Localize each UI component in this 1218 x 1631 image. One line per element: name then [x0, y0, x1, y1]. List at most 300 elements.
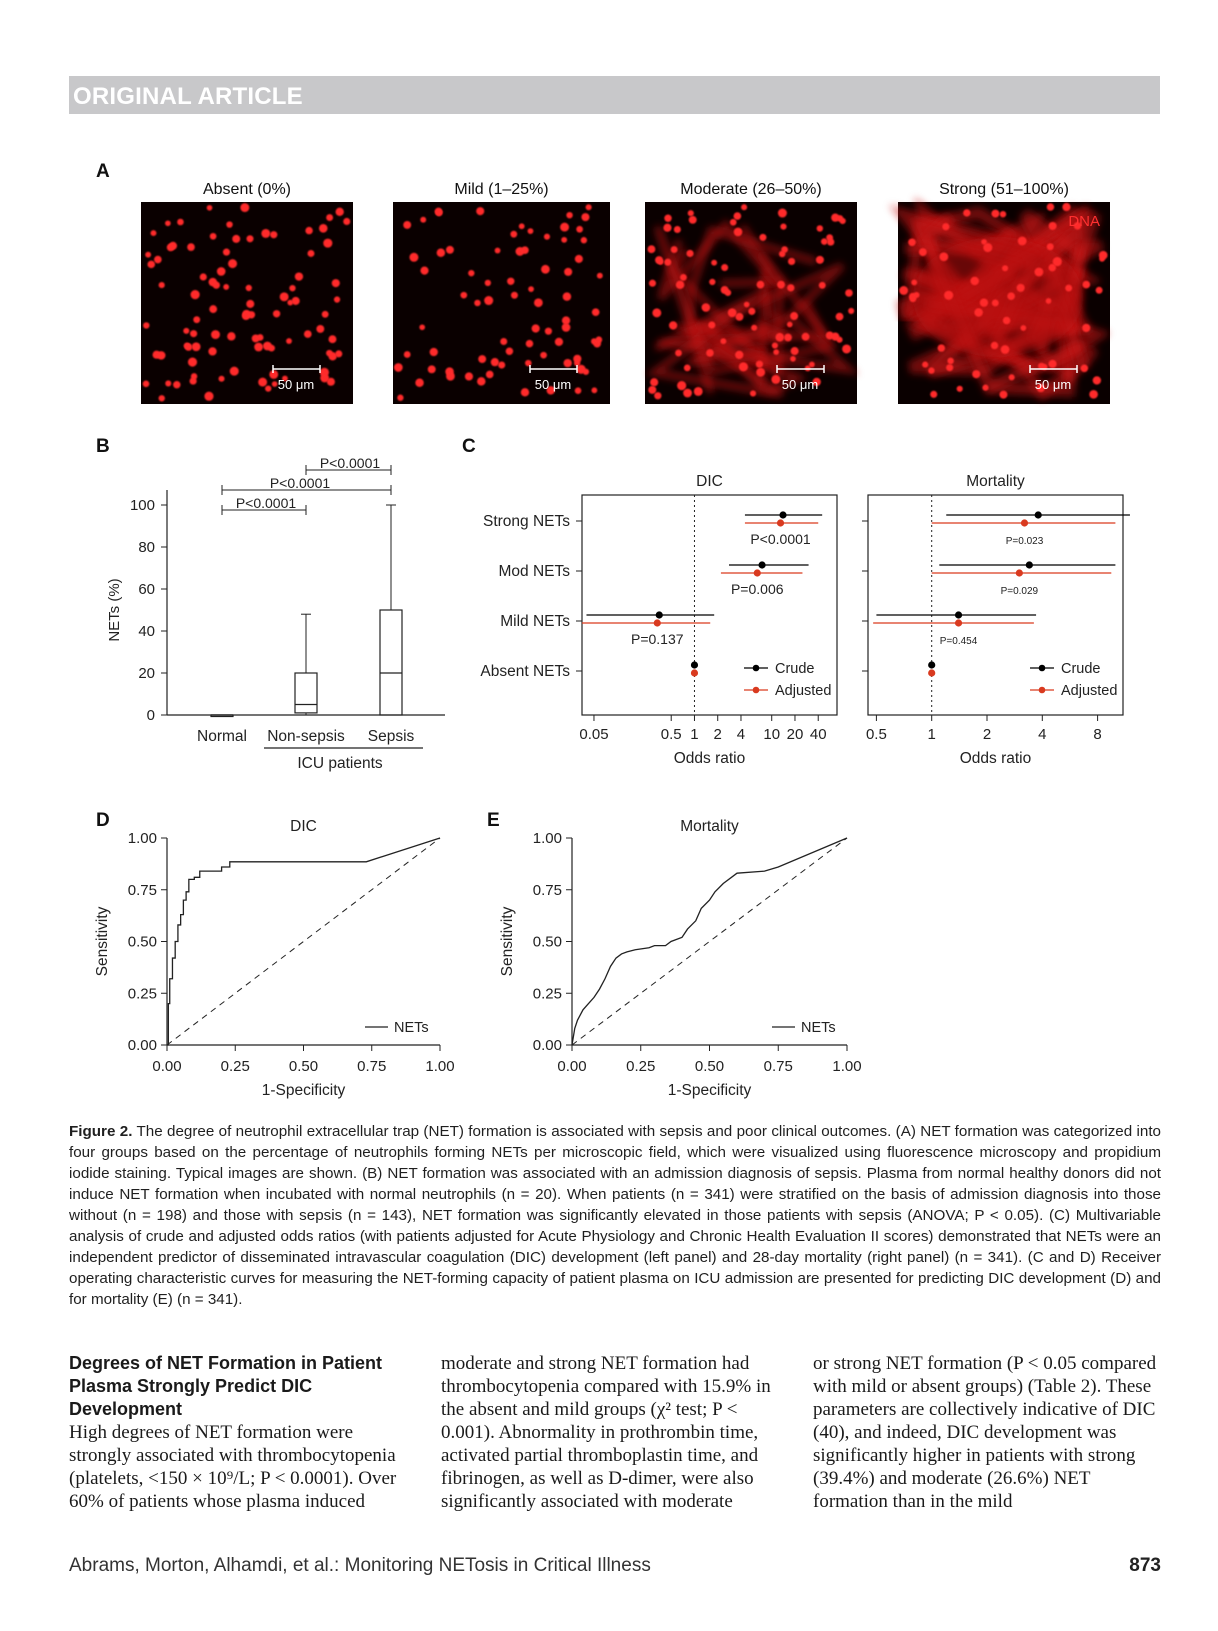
nucleus	[295, 272, 303, 280]
roc-curve-dic	[94, 818, 455, 1099]
row-pvalue: P=0.137	[630, 631, 684, 647]
nucleus	[328, 352, 336, 360]
nucleus	[409, 253, 418, 262]
nucleus	[223, 284, 229, 290]
nucleus	[397, 395, 403, 401]
nucleus	[1047, 243, 1054, 250]
legend-label: Adjusted	[775, 683, 832, 699]
x-axis-label: 1-Specificity	[667, 1082, 752, 1099]
caption-text: The degree of neutrophil extracellular trap (NET) formation is associated with sepsis and poor clinical outcomes. (A) NET formation was categorized into four groups based on the percentage of neutrophils forming NETs per microscopic field, which were visualized using fluorescence microscopy and propidium iodide staining. Typical images are shown. (B) NET formation was associated with an admission diagnosis of sepsis. Plasma from normal healthy donors did not induce NET formation when incubated with normal neutrophils (n = 20). When patients (n = 341) were stratified on the basis of admission diagnosis into those without (n = 198) and those with sepsis (n = 143), NET formation was significantly elevated in those patients with sepsis (ANOVA; P < 0.05). (C) Multivariable analysis of crude and adjusted odds ratios (with patients adjusted for Acute Physiology and Chronic Health Evaluation II scores) demonstrated that NETs were an independent predictor of disseminated intravascular coagulation (DIC) development (left panel) and 28-day mortality (right panel) (n = 341). (C and D) Receiver operating characteristic curves for measuring the NET-forming capacity of patient plasma on ICU admission are presented for predicting DIC development (D) and for mortality (E) (n = 341).	[69, 1123, 1162, 1308]
x-tick-label: 0.25	[626, 1058, 656, 1075]
plot-title: DIC	[696, 473, 723, 490]
nucleus	[563, 292, 571, 300]
nucleus	[500, 338, 507, 345]
odds-ratio-point	[955, 611, 962, 618]
legend-label: Adjusted	[1061, 683, 1118, 699]
nucleus	[187, 243, 195, 251]
y-tick-label: 0.75	[127, 881, 157, 899]
x-tick-label: 0.5	[865, 726, 887, 743]
odds-ratio-point	[654, 619, 661, 626]
box	[380, 610, 402, 715]
nucleus	[544, 234, 550, 240]
y-tick-label: 1.00	[532, 830, 562, 847]
nucleus	[683, 389, 692, 398]
nucleus	[576, 226, 583, 233]
forest-plot-mortality	[862, 473, 1130, 767]
nucleus	[938, 344, 945, 351]
nucleus	[676, 281, 684, 289]
nucleus	[739, 362, 748, 371]
nucleus	[778, 209, 787, 218]
nucleus	[575, 387, 582, 394]
article-type-label: ORIGINAL ARTICLE	[73, 83, 303, 110]
odds-ratio-point	[955, 619, 962, 626]
body-column-3	[813, 1352, 1161, 1513]
body-column-1	[69, 1352, 417, 1513]
nucleus	[1082, 281, 1090, 289]
nucleus	[465, 372, 473, 380]
nucleus	[736, 313, 744, 321]
nucleus	[145, 252, 151, 258]
x-tick-label: 2	[982, 726, 992, 743]
nucleus	[159, 282, 165, 288]
legend-label: NETs	[394, 1020, 429, 1036]
nucleus	[702, 303, 711, 312]
nucleus	[596, 336, 603, 343]
nucleus	[899, 286, 908, 295]
nucleus	[677, 381, 686, 390]
legend-marker	[753, 687, 760, 694]
y-tick-label: 0.50	[127, 933, 157, 951]
nucleus	[435, 208, 443, 216]
nucleus	[230, 367, 239, 376]
nucleus	[974, 308, 982, 316]
nucleus	[791, 347, 799, 355]
nucleus	[257, 334, 264, 341]
nucleus	[270, 231, 277, 238]
page-number: 873	[1129, 1555, 1161, 1576]
nucleus	[528, 228, 534, 234]
nucleus	[1018, 237, 1027, 246]
nucleus	[157, 351, 166, 360]
nucleus	[788, 258, 795, 265]
nucleus	[848, 308, 854, 314]
nucleus	[242, 312, 250, 320]
nucleus	[334, 296, 340, 302]
nucleus	[669, 321, 677, 329]
x-tick-label: 0.75	[763, 1058, 793, 1075]
nucleus	[468, 270, 474, 276]
nucleus	[154, 256, 162, 264]
nucleus	[232, 235, 240, 243]
odds-ratio-point	[928, 669, 935, 676]
panel-b-letter: B	[96, 436, 110, 457]
nucleus	[165, 380, 171, 386]
panel-d-letter: D	[96, 810, 110, 831]
x-tick-label: 8	[1093, 726, 1102, 743]
nucleus	[744, 302, 750, 308]
nucleus	[1082, 324, 1090, 332]
nucleus	[521, 388, 529, 396]
x-tick-label: 1.00	[425, 1058, 455, 1075]
nucleus	[991, 342, 998, 349]
x-tick-label: 0.00	[152, 1058, 182, 1075]
x-tick-label: 1	[927, 726, 936, 743]
nucleus	[982, 385, 988, 391]
nucleus	[728, 308, 737, 317]
nucleus	[750, 390, 756, 396]
nucleus	[213, 281, 220, 288]
nucleus	[581, 237, 587, 243]
nucleus	[1099, 251, 1108, 260]
nucleus	[946, 364, 953, 371]
plot-title: Mortality	[680, 818, 739, 835]
nucleus	[663, 224, 671, 232]
legend-label: Crude	[1061, 661, 1101, 677]
legend-marker	[1039, 665, 1046, 672]
nucleus	[779, 251, 785, 257]
nucleus	[254, 343, 263, 352]
nucleus	[827, 238, 834, 245]
nucleus	[323, 239, 332, 248]
y-tick-label: 100	[129, 497, 155, 514]
nucleus	[648, 245, 656, 253]
nucleus	[519, 223, 525, 229]
nucleus	[159, 395, 165, 401]
odds-ratio-point	[691, 661, 698, 668]
x-axis-label: Odds ratio	[673, 750, 746, 767]
nucleus	[446, 372, 455, 381]
nucleus	[320, 368, 329, 377]
nucleus	[836, 337, 842, 343]
legend-marker	[1039, 687, 1046, 694]
micrograph-label: Strong (51–100%)	[939, 181, 1069, 198]
net-mass	[913, 237, 1083, 357]
nucleus	[842, 344, 851, 353]
nucleus	[541, 265, 550, 274]
x-tick-label: 4	[1038, 726, 1047, 743]
nucleus	[143, 322, 149, 328]
legend-marker	[753, 665, 760, 672]
nucleus	[204, 392, 213, 401]
nucleus	[446, 246, 454, 254]
nucleus	[730, 219, 737, 226]
nucleus	[486, 371, 494, 379]
nucleus	[528, 286, 534, 292]
x-tick-label: 1	[690, 726, 699, 743]
nucleus	[507, 278, 514, 285]
micrograph-background	[393, 202, 610, 404]
nucleus	[721, 264, 728, 271]
x-tick-label: 0.50	[694, 1058, 725, 1075]
nucleus	[1047, 203, 1054, 210]
category-label: Non-sepsis	[267, 728, 345, 745]
nucleus	[207, 205, 213, 211]
nucleus	[1081, 364, 1089, 372]
box	[295, 673, 317, 713]
nucleus	[273, 310, 280, 317]
nucleus	[688, 210, 694, 216]
nucleus	[228, 259, 237, 268]
nucleus	[219, 376, 225, 382]
nucleus	[725, 289, 732, 296]
category-label: Sepsis	[367, 728, 415, 745]
roc-curve	[572, 838, 847, 1045]
nucleus	[287, 300, 293, 306]
row-pvalue: P<0.0001	[750, 531, 811, 547]
nucleus	[534, 298, 543, 307]
y-tick-label: 60	[138, 581, 155, 598]
nucleus	[790, 356, 796, 362]
x-tick-label: 40	[809, 726, 827, 743]
nucleus	[419, 324, 425, 330]
running-footer: Abrams, Morton, Alhamdi, et al.: Monitoring NETosis in Critical Illness	[69, 1555, 651, 1576]
nucleus	[597, 273, 603, 279]
nucleus	[591, 387, 597, 393]
odds-ratio-point	[777, 519, 784, 526]
nucleus	[1062, 203, 1070, 211]
nucleus	[819, 282, 826, 289]
nucleus	[930, 391, 937, 398]
nucleus	[246, 235, 253, 242]
nucleus	[403, 221, 411, 229]
nucleus	[562, 323, 571, 332]
nucleus	[992, 300, 999, 307]
nucleus	[240, 203, 249, 212]
odds-ratio-point	[691, 669, 698, 676]
nucleus	[1096, 287, 1103, 294]
stain-label: DNA	[1068, 213, 1100, 230]
odds-ratio-point	[1021, 519, 1028, 526]
nucleus	[322, 311, 329, 318]
nucleus	[511, 292, 518, 299]
figure-caption	[69, 1121, 1161, 1310]
nucleus	[540, 352, 547, 359]
nucleus	[286, 338, 292, 344]
nucleus	[223, 249, 230, 256]
nucleus	[1002, 265, 1008, 271]
y-tick-label: 1.00	[127, 830, 157, 847]
nucleus	[836, 313, 844, 321]
nucleus	[343, 218, 350, 225]
nucleus	[817, 225, 823, 231]
nucleus	[909, 293, 916, 300]
nucleus	[415, 379, 423, 387]
y-tick-label: 0.50	[532, 933, 562, 951]
nucleus	[947, 358, 954, 365]
row-label: Absent NETs	[480, 663, 570, 680]
nucleus	[720, 338, 726, 344]
y-tick-label: 20	[138, 665, 155, 682]
nucleus	[790, 312, 798, 320]
nucleus	[991, 210, 999, 218]
nucleus	[272, 381, 278, 387]
nucleus	[708, 321, 715, 328]
odds-ratio-point	[1026, 561, 1033, 568]
nucleus	[1009, 374, 1015, 380]
x-tick-label: 2	[713, 726, 722, 743]
x-tick-label: 4	[736, 726, 746, 743]
nucleus	[564, 359, 572, 367]
chance-line	[167, 838, 440, 1045]
body-paragraph-2: moderate and strong NET formation had thrombocytopenia compared with 15.9% in the absent and mild groups (χ² test; P < 0.001). Abnormality in prothrombin time, activated partial thromboplastin time, and fibrinogen, as well as D-dimer, were also significantly associated with moderate	[441, 1353, 771, 1512]
category-label: Normal	[197, 728, 247, 745]
nucleus	[211, 330, 220, 339]
nucleus	[1049, 222, 1057, 230]
nucleus	[1021, 325, 1027, 331]
nucleus	[188, 358, 197, 367]
nucleus	[326, 214, 333, 221]
nucleus	[675, 350, 682, 357]
nucleus	[655, 256, 663, 264]
nucleus	[305, 227, 312, 234]
nucleus	[564, 268, 572, 276]
nucleus	[674, 226, 681, 233]
odds-ratio-point	[779, 511, 786, 518]
nucleus	[477, 377, 485, 385]
roc-curve-mortality	[499, 818, 862, 1099]
nucleus	[183, 328, 189, 334]
nucleus	[167, 243, 175, 251]
nucleus	[209, 305, 217, 313]
x-tick-label: 0.00	[557, 1058, 587, 1075]
body-column-2	[441, 1352, 789, 1513]
nucleus	[192, 342, 201, 351]
odds-ratio-point	[754, 569, 761, 576]
panel-e-letter: E	[487, 810, 500, 831]
scale-bar-label: 50 μm	[277, 377, 315, 392]
odds-ratio-point	[928, 661, 935, 668]
row-pvalue: P=0.006	[730, 581, 784, 597]
row-pvalue: P=0.023	[1005, 536, 1044, 547]
nucleus	[190, 330, 197, 337]
nucleus	[265, 385, 271, 391]
nucleus	[980, 299, 988, 307]
nucleus	[280, 292, 289, 301]
nucleus	[970, 277, 978, 285]
nucleus	[430, 348, 438, 356]
nucleus	[735, 351, 743, 359]
nucleus	[780, 223, 786, 229]
y-tick-label: 0.25	[532, 985, 562, 1003]
legend-label: Crude	[775, 661, 815, 677]
nucleus	[191, 373, 197, 379]
nucleus	[498, 361, 505, 368]
nucleus	[258, 378, 267, 387]
plot-frame	[868, 495, 1123, 715]
nucleus	[200, 273, 207, 280]
section-heading: Degrees of NET Formation in Patient Plasma Strongly Predict DIC Development	[69, 1353, 383, 1419]
nucleus	[394, 363, 403, 372]
nucleus	[316, 325, 324, 333]
nucleus	[942, 223, 949, 230]
nucleus	[566, 212, 572, 218]
nucleus	[177, 219, 184, 226]
comparison-pvalue: P<0.0001	[319, 455, 381, 471]
nucleus	[741, 204, 747, 210]
nucleus	[545, 328, 552, 335]
micrograph-panels	[141, 181, 1110, 404]
nucleus	[1093, 376, 1101, 384]
nucleus	[227, 332, 235, 340]
boxplot-nets-by-group	[106, 455, 445, 772]
nucleus	[972, 370, 980, 378]
nucleus	[485, 280, 491, 286]
micrograph-label: Moderate (26–50%)	[680, 181, 822, 198]
nucleus	[711, 260, 717, 266]
forest-plot-dic	[480, 473, 837, 767]
nucleus	[684, 364, 691, 371]
x-tick-label: 0.25	[220, 1058, 250, 1075]
nucleus	[922, 362, 928, 368]
body-paragraph-3: or strong NET formation (P < 0.05 compared with mild or absent groups) (Table 2). These parameters are collectively indicative of DIC (40), and indeed, DIC development was significantly higher in patients with strong (39.4%) and moderate (26.6%) NET formation than in the mild	[813, 1353, 1157, 1512]
nucleus	[757, 281, 765, 289]
row-label: Mod NETs	[498, 563, 570, 580]
nucleus	[784, 334, 792, 342]
nucleus	[561, 237, 567, 243]
nucleus	[748, 308, 755, 315]
nucleus	[802, 333, 810, 341]
nucleus	[184, 342, 191, 349]
nucleus	[1007, 292, 1015, 300]
nucleus	[756, 361, 763, 368]
odds-ratio-point	[1016, 569, 1023, 576]
panel-c-letter: C	[462, 436, 476, 457]
nucleus	[210, 233, 217, 240]
nucleus	[460, 292, 467, 299]
nucleus	[845, 289, 853, 297]
nucleus	[787, 322, 793, 328]
nucleus	[1001, 345, 1010, 354]
x-tick-label: 1.00	[832, 1058, 862, 1075]
nucleus	[147, 261, 155, 269]
nucleus	[689, 216, 697, 224]
plot-frame	[582, 495, 837, 715]
nucleus	[329, 335, 337, 343]
row-label: Strong NETs	[482, 513, 570, 530]
nucleus	[532, 324, 540, 332]
nucleus	[734, 212, 742, 220]
nucleus	[586, 204, 592, 210]
x-tick-label: 10	[763, 726, 781, 743]
row-pvalue: P=0.029	[1000, 586, 1039, 597]
plot-title: DIC	[290, 818, 317, 835]
nucleus	[1049, 360, 1057, 368]
row-pvalue: P=0.454	[939, 636, 978, 647]
comparison-pvalue: P<0.0001	[235, 495, 297, 511]
nucleus	[928, 367, 934, 373]
nucleus	[263, 342, 272, 351]
nucleus	[706, 349, 714, 357]
nucleus	[521, 246, 529, 254]
nucleus	[1003, 317, 1011, 325]
scale-bar-label: 50 μm	[781, 377, 819, 392]
micrograph-label: Absent (0%)	[202, 181, 292, 198]
nucleus	[217, 267, 226, 276]
nucleus	[652, 308, 661, 317]
nucleus	[1017, 284, 1025, 292]
nucleus	[308, 250, 315, 257]
nucleus	[319, 224, 328, 233]
nucleus	[151, 230, 157, 236]
nucleus	[751, 325, 757, 331]
nucleus	[575, 255, 583, 263]
nucleus	[583, 369, 589, 375]
nucleus	[292, 297, 300, 305]
x-tick-label: 0.05	[579, 726, 609, 743]
odds-ratio-point	[1035, 511, 1042, 518]
nucleus	[560, 223, 569, 232]
